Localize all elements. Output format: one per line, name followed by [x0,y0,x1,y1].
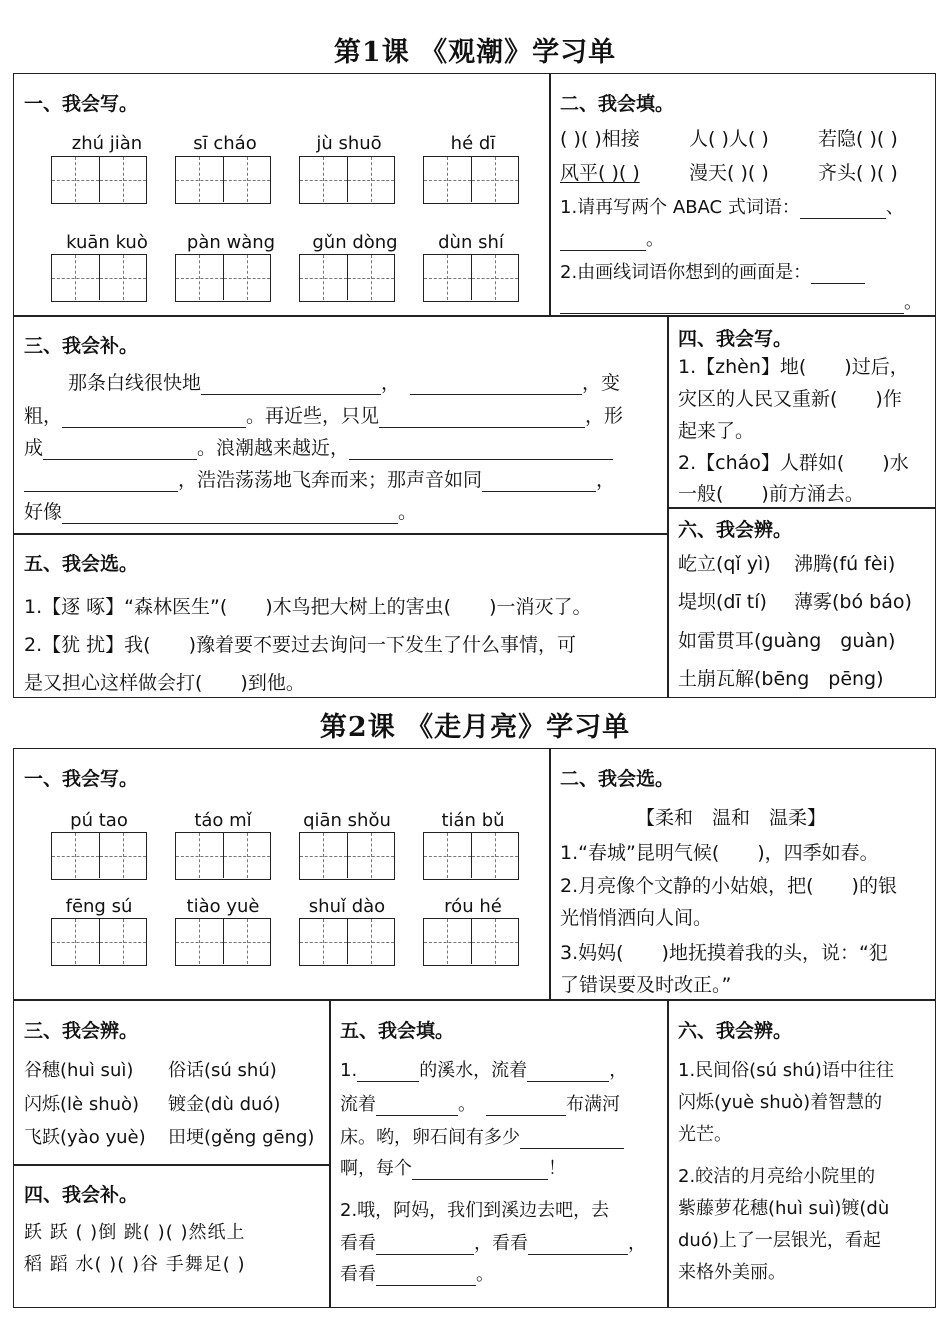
l2-s4-heading: 四、我会补。 [24,1184,139,1206]
question-text: 1.请再写两个 ABAC 式词语： 、 [560,197,904,218]
answer-blank[interactable] [62,407,246,428]
l2-s6-heading: 六、我会辨。 [678,1020,793,1042]
answer-blank[interactable] [43,439,197,460]
answer-blank[interactable] [482,471,596,492]
pinyin-label: jù shuō [316,133,382,154]
l1-s5-heading: 五、我会选。 [24,553,139,575]
pinyin-label: dùn shí [438,232,504,253]
l2-s3-heading: 三、我会辨。 [24,1020,139,1042]
writing-grid[interactable] [175,254,271,302]
underlined-fill-item: 风平( )( ) [560,162,640,184]
question-text: 。 [560,229,664,251]
answer-blank[interactable] [811,264,865,284]
answer-blank[interactable] [62,503,398,524]
pinyin-label: gǔn dòng [312,232,398,253]
writing-grid[interactable] [423,918,519,966]
writing-grid[interactable] [51,918,147,966]
answer-blank[interactable] [376,1266,476,1286]
answer-blank[interactable] [560,294,904,314]
pinyin-label: tiào yuè [186,896,260,917]
l1-s1-heading: 一、我会写。 [24,93,139,115]
pinyin-label: róu hé [444,896,502,917]
writing-grid[interactable] [423,832,519,880]
fill-item: 漫天( )( ) [689,162,769,184]
writing-grid[interactable] [175,918,271,966]
writing-grid[interactable] [299,832,395,880]
answer-blank[interactable] [357,1062,419,1082]
writing-grid[interactable] [299,918,395,966]
writing-grid[interactable] [423,156,519,204]
answer-blank[interactable] [376,1096,458,1116]
answer-blank[interactable] [201,374,381,395]
fill-item: 若隐( )( ) [818,128,898,150]
pinyin-label: pú tao [70,810,128,831]
pinyin-label: shuǐ dào [308,896,386,917]
writing-grid[interactable] [51,254,147,302]
question-text: 。 [560,292,922,314]
answer-blank[interactable] [527,1062,609,1082]
pinyin-label: fēng sú [65,896,133,917]
lesson2-title: 第2课 《走月亮》学习单 [319,712,631,743]
l1-s4-heading: 四、我会写。 [678,328,793,350]
l2-s5-heading: 五、我会填。 [340,1020,455,1042]
fill-item: ( )( )相接 [560,128,640,150]
word-choices: 【柔和 温和 温柔】 [636,807,827,829]
pinyin-label: kuān kuò [66,232,148,253]
writing-grid[interactable] [299,156,395,204]
writing-grid[interactable] [299,254,395,302]
pinyin-label: pàn wàng [186,232,276,253]
answer-blank[interactable] [560,231,646,251]
lesson1-title: 第1课 《观潮》学习单 [333,37,617,68]
writing-grid[interactable] [175,832,271,880]
answer-blank[interactable] [379,407,585,428]
writing-grid[interactable] [51,832,147,880]
answer-blank[interactable] [376,1235,474,1255]
answer-blank[interactable] [24,471,178,492]
pinyin-label: táo mǐ [194,810,252,831]
answer-blank[interactable] [412,1160,548,1180]
l1-s6-heading: 六、我会辨。 [678,519,793,541]
answer-blank[interactable] [349,439,613,460]
l1-s2-heading: 二、我会填。 [560,93,675,115]
answer-blank[interactable] [410,374,582,395]
question-text: 2.由画线词语你想到的画面是： [560,262,865,284]
answer-blank[interactable] [528,1235,628,1255]
pinyin-label: tián bǔ [441,810,505,831]
writing-grid[interactable] [423,254,519,302]
writing-grid[interactable] [175,156,271,204]
l2-s1-heading: 一、我会写。 [24,768,139,790]
pinyin-label: hé dī [450,133,496,154]
pinyin-label: zhú jiàn [71,133,143,154]
fill-item: 齐头( )( ) [818,162,898,184]
fill-item: 人( )人( ) [689,128,769,150]
pinyin-label: qiān shǒu [303,810,391,831]
answer-blank[interactable] [486,1096,566,1116]
l1-s3-heading: 三、我会补。 [24,335,139,357]
answer-blank[interactable] [800,199,886,219]
pinyin-label: sī cháo [193,133,257,154]
answer-blank[interactable] [520,1129,624,1149]
l2-s2-heading: 二、我会选。 [560,768,675,790]
writing-grid[interactable] [51,156,147,204]
